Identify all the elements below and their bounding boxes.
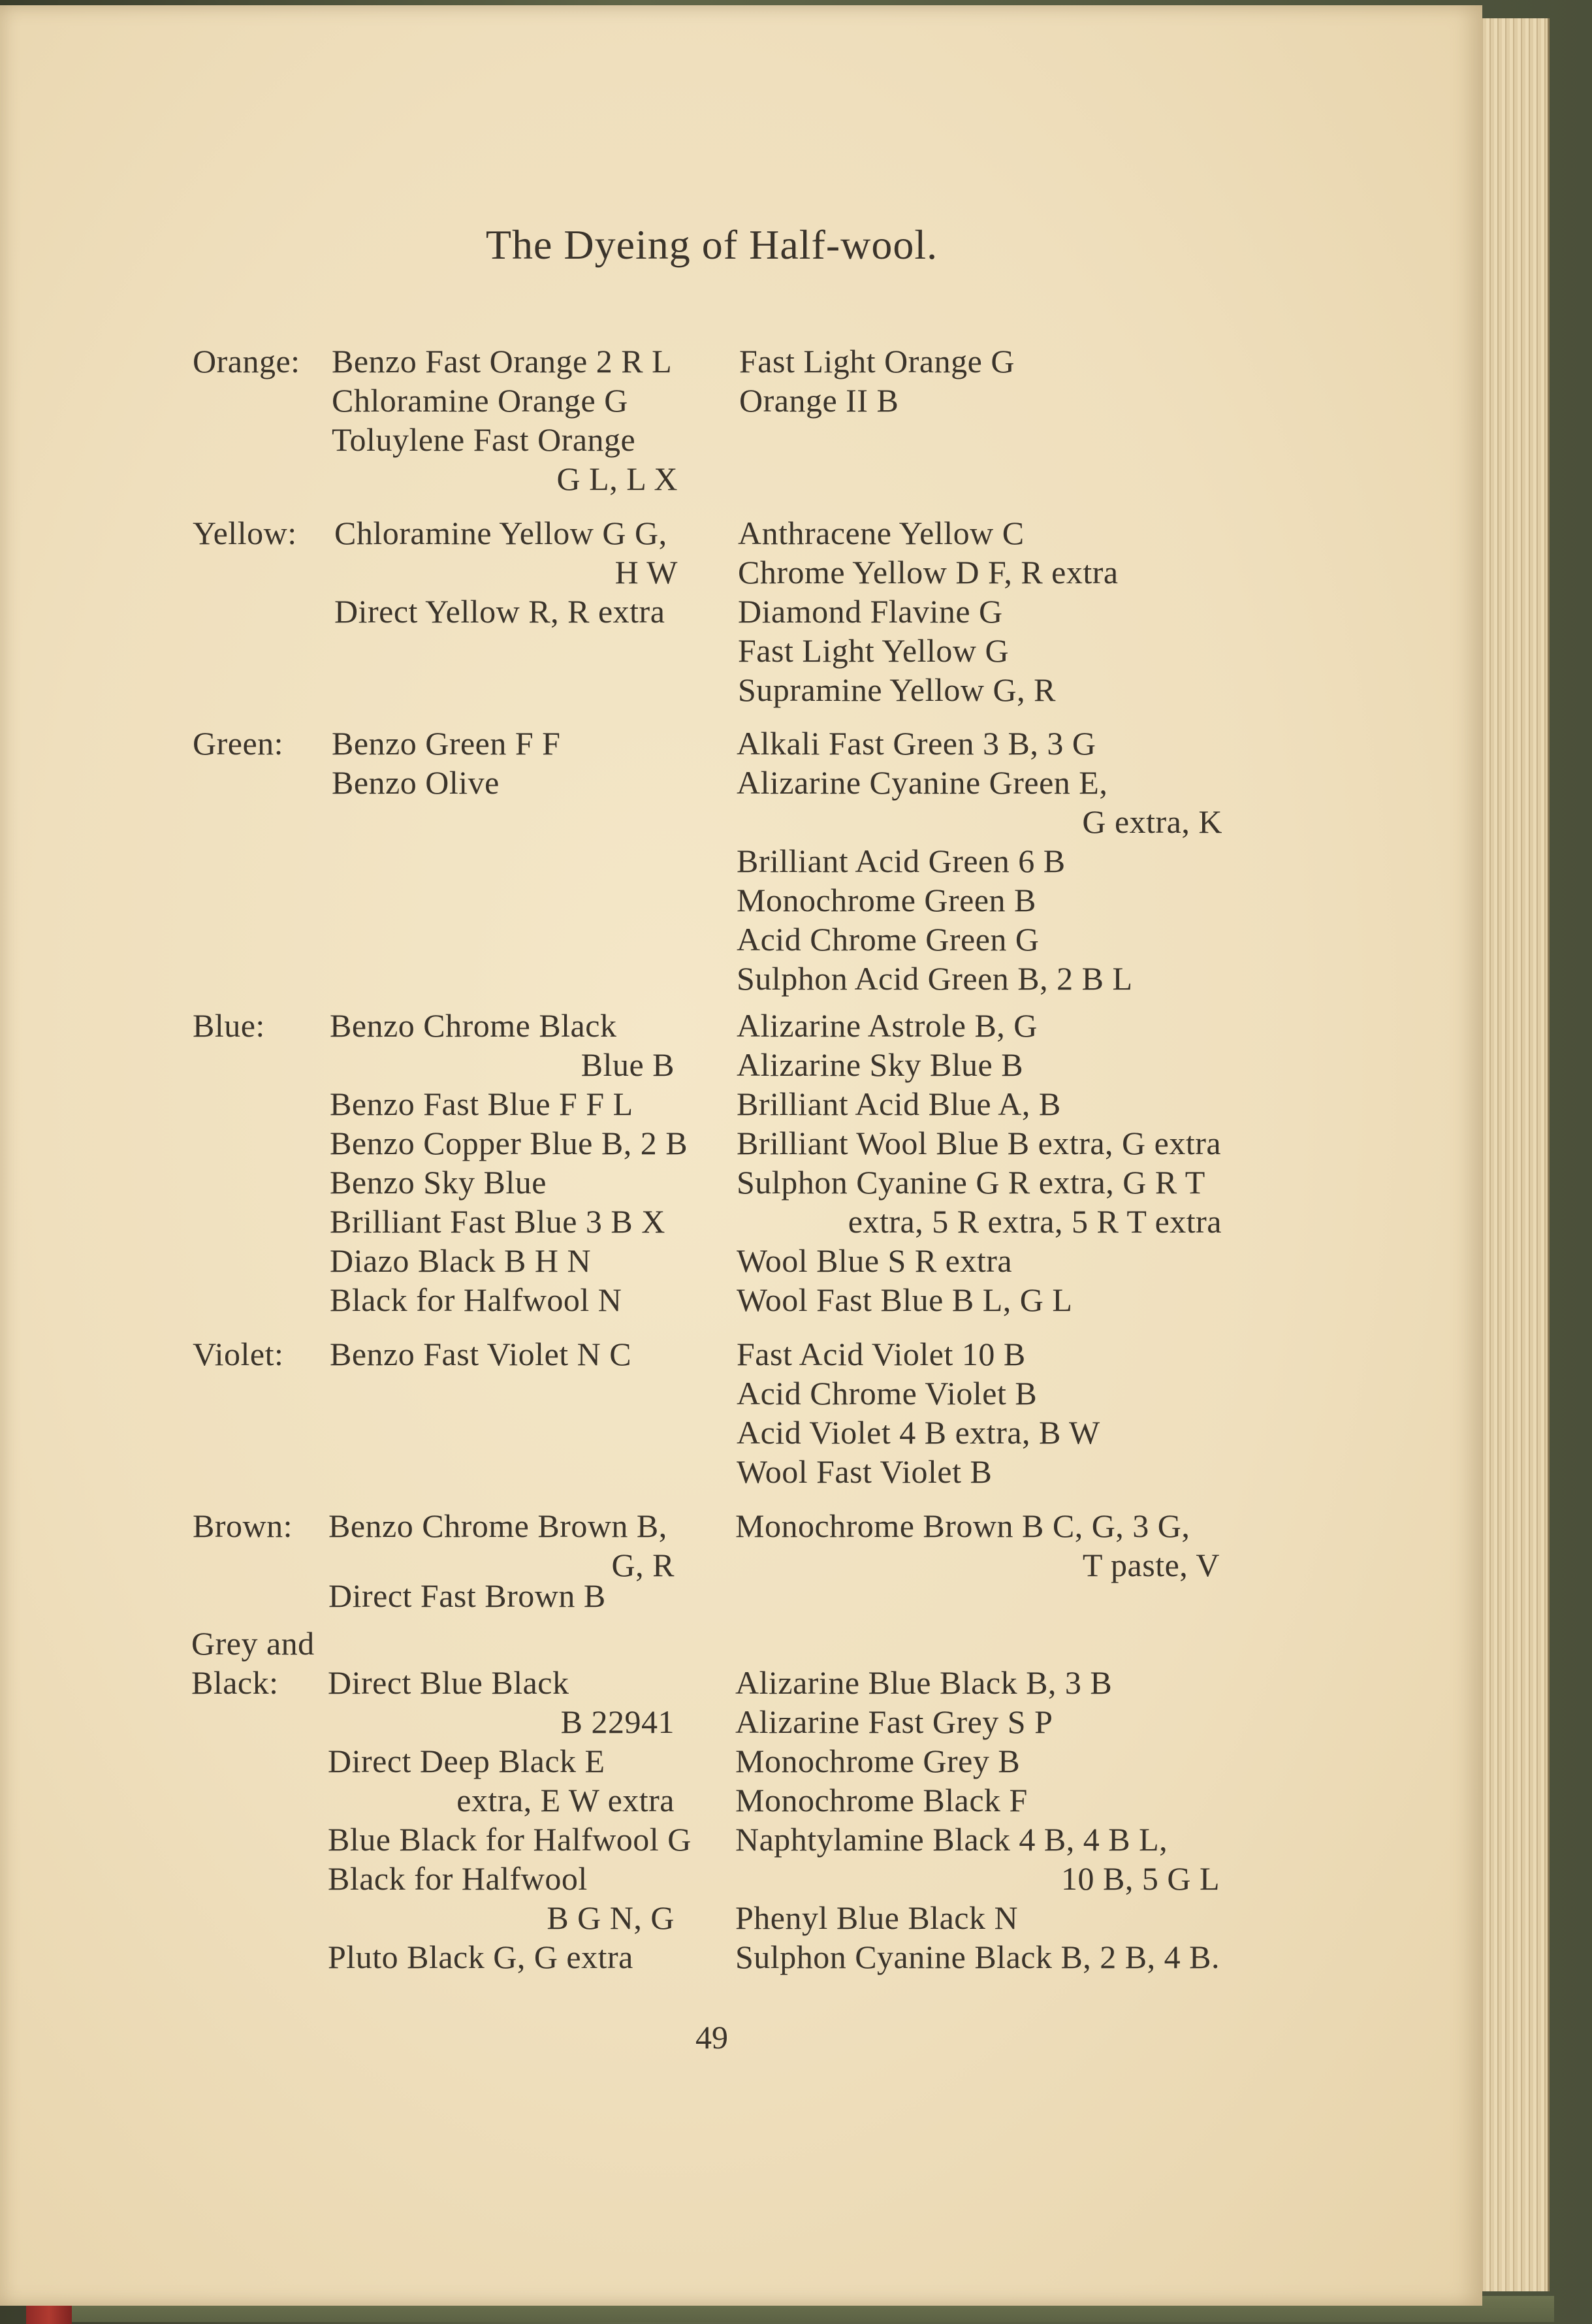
left-entry: Direct Blue Black (328, 1664, 569, 1701)
right-entry: Anthracene Yellow C (738, 515, 1025, 551)
left-entry: Benzo Chrome Black (330, 1007, 617, 1044)
left-entry: Direct Yellow R, R extra (334, 593, 665, 630)
left-entry: Benzo Olive (332, 764, 500, 801)
left-entry: Benzo Green F F (332, 725, 561, 762)
category-label-blue: Blue: (193, 1007, 265, 1044)
right-entry: Fast Acid Violet 10 B (737, 1336, 1026, 1372)
left-entry: Black for Halfwool N (330, 1282, 622, 1318)
right-entry: Fast Light Orange G (739, 343, 1015, 379)
right-entry: Sulphon Cyanine Black B, 2 B, 4 B. (735, 1939, 1220, 1975)
right-entry: Naphtylamine Black 4 B, 4 B L, (735, 1821, 1168, 1858)
category-label-green: Green: (193, 725, 284, 762)
category-label-brown: Brown: (193, 1508, 293, 1544)
category-label-violet: Violet: (193, 1336, 284, 1372)
page-title: The Dyeing of Half-wool. (485, 221, 938, 268)
right-entry: Wool Fast Violet B (737, 1453, 993, 1490)
right-entry: Phenyl Blue Black N (735, 1899, 1019, 1936)
left-entry: Benzo Fast Orange 2 R L (332, 343, 673, 379)
left-entry: Benzo Fast Blue F F L (330, 1086, 633, 1122)
category-label-orange: Orange: (193, 343, 300, 379)
left-entry: Black for Halfwool (328, 1860, 588, 1897)
right-entry: Diamond Flavine G (738, 593, 1003, 630)
right-entry: Chrome Yellow D F, R extra (738, 554, 1119, 590)
page-number: 49 (695, 2019, 728, 2056)
right-entry: Brilliant Acid Blue A, B (737, 1086, 1061, 1122)
left-entry: extra, E W extra (456, 1782, 675, 1818)
category-label-yellow: Yellow: (193, 515, 297, 551)
right-entry: Alkali Fast Green 3 B, 3 G (737, 725, 1096, 762)
left-entry: Blue Black for Halfwool G (328, 1821, 692, 1858)
left-entry: Blue B (581, 1046, 675, 1083)
right-entry: Wool Blue S R extra (737, 1242, 1013, 1279)
left-entry: Diazo Black B H N (330, 1242, 592, 1279)
right-entry: Orange II B (739, 382, 899, 419)
right-entry: Acid Chrome Violet B (737, 1375, 1038, 1412)
right-entry: Alizarine Sky Blue B (737, 1046, 1024, 1083)
right-entry: Monochrome Grey B (735, 1743, 1021, 1779)
right-entry: Alizarine Fast Grey S P (735, 1703, 1053, 1740)
right-entry: Fast Light Yellow G (738, 632, 1010, 669)
left-entry: B G N, G (547, 1899, 675, 1936)
left-entry: Toluylene Fast Orange (332, 421, 636, 458)
left-entry: Direct Deep Black E (328, 1743, 605, 1779)
right-entry: Sulphon Cyanine G R extra, G R T (737, 1164, 1205, 1201)
right-entry: Brilliant Acid Green 6 B (737, 843, 1066, 879)
right-entry: Wool Fast Blue B L, G L (737, 1282, 1073, 1318)
left-entry: Pluto Black G, G extra (328, 1939, 633, 1975)
left-entry: Benzo Chrome Brown B, (328, 1508, 667, 1544)
category-label-black: Black: (191, 1664, 279, 1701)
right-entry: Alizarine Blue Black B, 3 B (735, 1664, 1113, 1701)
right-entry: Monochrome Black F (735, 1782, 1028, 1818)
left-entry: G L, L X (556, 460, 678, 497)
left-entry: Benzo Sky Blue (330, 1164, 547, 1201)
right-entry: Sulphon Acid Green B, 2 B L (737, 960, 1133, 997)
left-entry: Benzo Fast Violet N C (330, 1336, 632, 1372)
left-entry: Chloramine Yellow G G, (334, 515, 667, 551)
book-page (0, 5, 1482, 2306)
left-entry: Benzo Copper Blue B, 2 B (330, 1125, 688, 1161)
right-entry: Alizarine Cyanine Green E, (737, 764, 1108, 801)
right-entry: 10 B, 5 G L (1061, 1860, 1220, 1897)
left-entry: G, R (611, 1547, 675, 1583)
right-entry: Supramine Yellow G, R (738, 671, 1056, 708)
left-entry: Direct Fast Brown B (328, 1577, 606, 1614)
right-entry: Acid Chrome Green G (737, 921, 1040, 958)
left-entry: B 22941 (560, 1703, 675, 1740)
right-entry: Monochrome Green B (737, 882, 1036, 918)
right-entry: Alizarine Astrole B, G (737, 1007, 1038, 1044)
right-entry: Monochrome Brown B C, G, 3 G, (735, 1508, 1190, 1544)
right-entry: G extra, K (1082, 803, 1222, 840)
left-entry: H W (614, 554, 678, 590)
left-entry: Chloramine Orange G (332, 382, 628, 419)
right-entry: Brilliant Wool Blue B extra, G extra (737, 1125, 1222, 1161)
category-label-grey: Grey and (191, 1625, 315, 1662)
right-entry: Acid Violet 4 B extra, B W (737, 1414, 1100, 1451)
right-entry: T paste, V (1082, 1547, 1220, 1583)
right-entry: extra, 5 R extra, 5 R T extra (848, 1203, 1222, 1240)
left-entry: Brilliant Fast Blue 3 B X (330, 1203, 665, 1240)
